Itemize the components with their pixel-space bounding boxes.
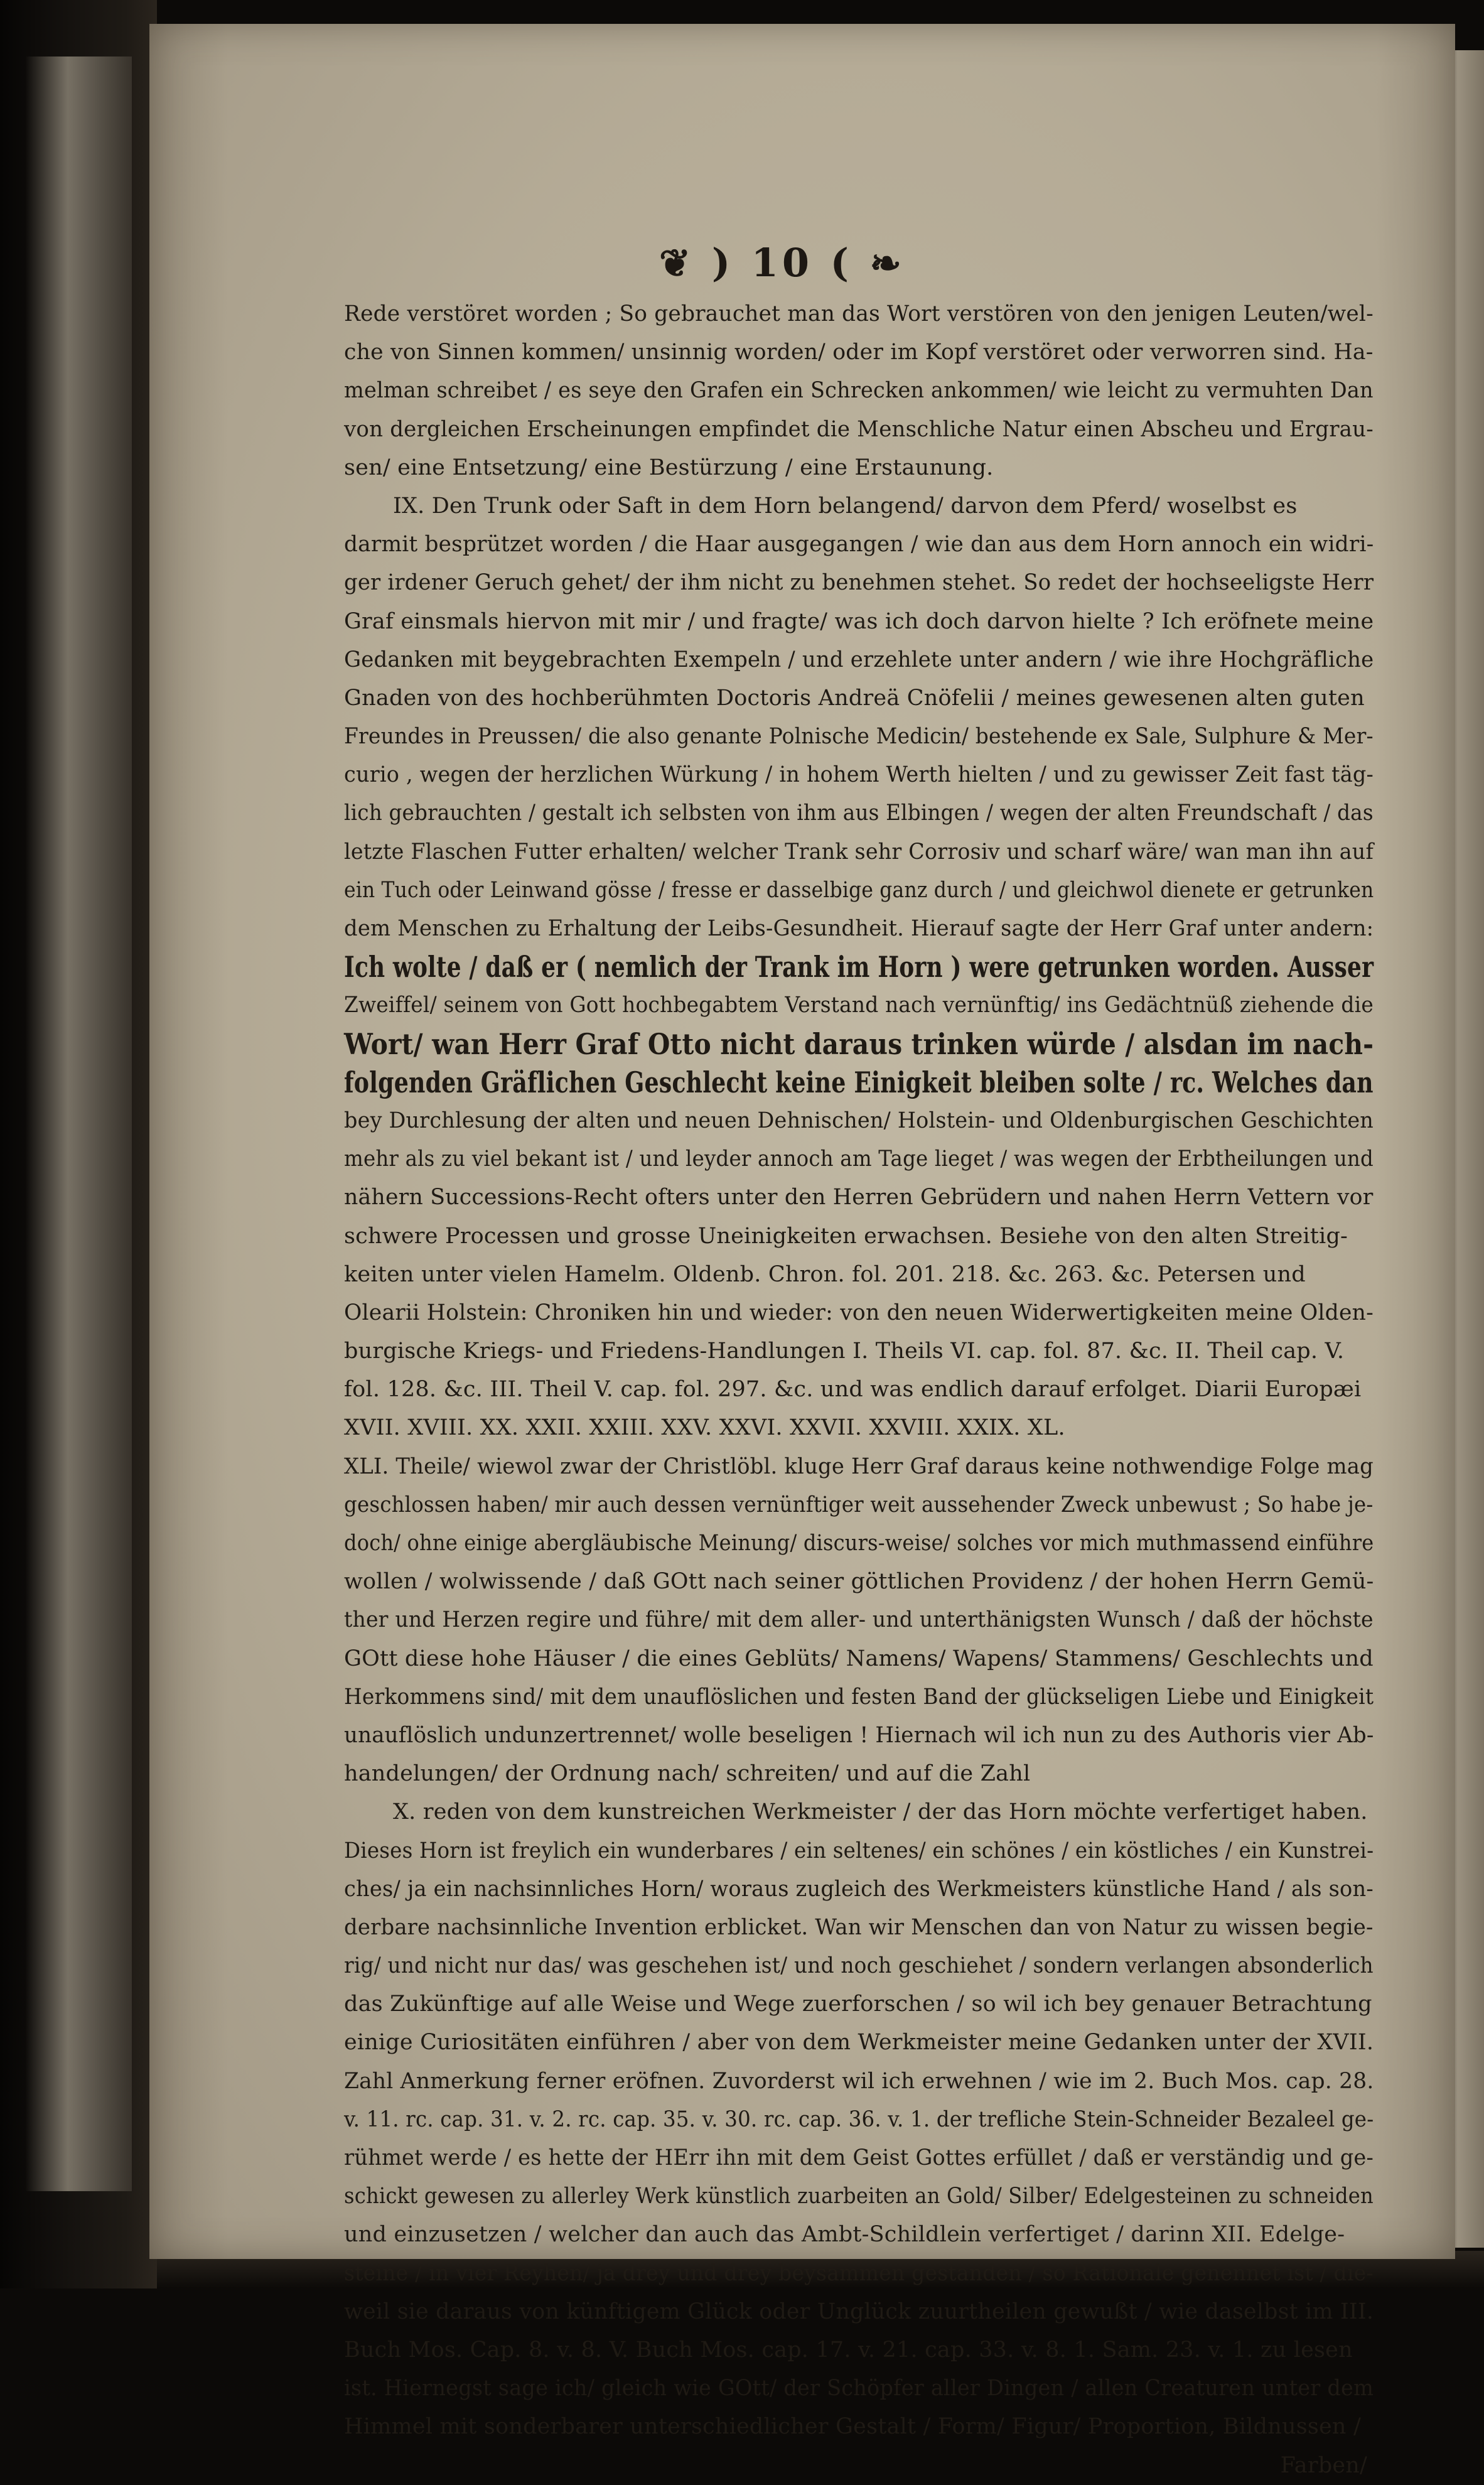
- text-line: Zahl Anmerkung ferner eröfnen. Zuvorderst wil ich erwehnen / wie im 2. Buch Mos. cap. 28.: [344, 2068, 1374, 2094]
- book-binding: [0, 0, 157, 2288]
- text-line: burgische Kriegs- und Friedens-Handlungen I. Theils VI. cap. fol. 87. &c. II. Theil cap. V.: [344, 1339, 1345, 1364]
- text-line: ein Tuch oder Leinwand gösse / fresse er dasselbige ganz durch / und gleichwol dienete er getrunken: [344, 877, 1374, 903]
- text-line: handelungen/ der Ordnung nach/ schreiten/ und auf die Zahl: [344, 1761, 1031, 1787]
- text-line: von dergleichen Erscheinungen empfindet die Menschliche Natur einen Abscheu und Ergrau-: [344, 416, 1374, 442]
- text-line: geschlossen haben/ mir auch dessen vernünftiger weit aussehender Zweck unbewust ; So habe je-: [344, 1492, 1374, 1517]
- page-number: ) 10 (: [711, 240, 852, 286]
- text-line: dem Menschen zu Erhaltung der Leibs-Gesundheit. Hierauf sagte der Herr Graf unter andern:: [344, 916, 1374, 941]
- text-line: lich gebrauchten / gestalt ich selbsten von ihm aus Elbingen / wegen der alten Freundschaft / das: [344, 800, 1374, 826]
- text-line: GOtt diese hohe Häuser / die eines Geblüts/ Namens/ Wapens/ Stammens/ Geschlechts und: [344, 1646, 1374, 1671]
- text-line: doch/ ohne einige abergläubische Meinung/ discurs-weise/ solches vor mich muthmassend einführe: [344, 1531, 1374, 1556]
- text-line: rühmet werde / es hette der HErr ihn mit dem Geist Gottes erfüllet / daß er verständig und ge-: [344, 2145, 1374, 2170]
- text-line: Graf einsmals hiervon mit mir / und fragte/ was ich doch darvon hielte ? Ich eröfnete meine: [344, 608, 1374, 634]
- text-line: letzte Flaschen Futter erhalten/ welcher Trank sehr Corrosiv und scharf wäre/ wan man ihn auf: [344, 839, 1374, 865]
- text-line: ist. Hiernegst sage ich/ gleich wie GOtt/ der Schöpfer aller Dingen / allen Creaturen unter dem: [344, 2376, 1374, 2401]
- text-line: Dieses Horn ist freylich ein wunderbares / ein seltenes/ ein schönes / ein köstliches / ein Kunstrei-: [344, 1838, 1374, 1863]
- page-body-text: [344, 295, 1374, 2485]
- ornament-right-icon: ❧: [869, 242, 905, 286]
- text-line: weil sie daraus von künftigem Glück oder Unglück zuurtheilen gewußt / wie daselbst im III.: [344, 2299, 1374, 2324]
- text-line: bey Durchlesung der alten und neuen Dehnischen/ Holstein- und Oldenburgischen Geschichten: [344, 1108, 1374, 1133]
- text-line: darmit besprützet worden / die Haar ausgegangen / wie dan aus dem Horn annoch ein widri-: [344, 532, 1374, 558]
- page-header: [659, 240, 1036, 286]
- text-line: Rede verstöret worden ; So gebrauchet man das Wort verstören von den jenigen Leuten/wel-: [344, 301, 1374, 326]
- text-line: ches/ ja ein nachsinnliches Horn/ woraus zugleich des Werkmeisters künstliche Hand / als son-: [344, 1876, 1374, 1902]
- text-line: v. 11. rc. cap. 31. v. 2. rc. cap. 35. v. 30. rc. cap. 36. v. 1. der trefliche Stein-Schneider Bezaleel ge-: [344, 2106, 1374, 2132]
- torn-paper-remnant: [25, 57, 132, 2191]
- text-line: Freundes in Preussen/ die also genante Polnische Medicin/ bestehende ex Sale, Sulphure & Mer-: [344, 724, 1374, 750]
- text-line: Gedanken mit beygebrachten Exempeln / und erzehlete unter andern / wie ihre Hochgräfliche: [344, 647, 1374, 672]
- text-line: das Zukünftige auf alle Weise und Wege zuerforschen / so wil ich bey genauer Betrachtung: [344, 1992, 1372, 2017]
- emphasized-text-line: Ich wolte / daß er ( nemlich der Trank im Horn ) were getrunken worden. Ausser: [344, 950, 1374, 984]
- text-line: fol. 128. &c. III. Theil V. cap. fol. 297. &c. und was endlich darauf erfolget. Diarii Europæi: [344, 1377, 1362, 1403]
- section-x-heading-line: X. reden von dem kunstreichen Werkmeister / der das Horn möchte verfertiget haben.: [393, 1799, 1368, 1825]
- text-line: Gnaden von des hochberühmten Doctoris Andreä Cnöfelii / meines gewesenen alten guten: [344, 685, 1365, 711]
- emphasized-text-line: Wort/ wan Herr Graf Otto nicht daraus trinken würde / alsdan im nach-: [344, 1027, 1374, 1061]
- text-line: melman schreibet / es seye den Grafen ein Schrecken ankommen/ wie leicht zu vermuhten Dan: [344, 378, 1374, 404]
- ornament-left-icon: ❦: [659, 242, 695, 286]
- text-line: rig/ und nicht nur das/ was geschehen ist/ und noch geschiehet / sondern verlangen absonderlich: [344, 1953, 1374, 1979]
- catchword: Farben/: [1280, 2452, 1367, 2478]
- text-line: Buch Mos. Cap. 8. v. 8. V. Buch Mos. cap. 17. v. 21. cap. 33. v. 8. 1. Sam. 23. v. 1. zu lesen: [344, 2337, 1353, 2363]
- text-line: schwere Processen und grosse Uneinigkeiten erwachsen. Besiehe von den alten Streitig-: [344, 1223, 1348, 1249]
- text-line: ger irdener Geruch gehet/ der ihm nicht zu benehmen stehet. So redet der hochseeligste Herr: [344, 570, 1374, 596]
- text-line: Herkommens sind/ mit dem unauflöslichen und festen Band der glückseligen Liebe und Einigkeit: [344, 1684, 1374, 1710]
- text-line: unauflöslich undunzertrennet/ wolle beseligen ! Hiernach wil ich nun zu des Authoris vier Ab-: [344, 1722, 1374, 1748]
- text-line: sen/ eine Entsetzung/ eine Bestürzung / eine Erstaunung.: [344, 455, 994, 480]
- text-line: ther und Herzen regire und führe/ mit dem aller- und unterthänigsten Wunsch / daß der höchste: [344, 1607, 1374, 1633]
- text-line: wollen / wolwissende / daß GOtt nach seiner göttlichen Providenz / der hohen Herrn Gemü-: [344, 1569, 1374, 1595]
- text-line: steine / in vier Reyhen/ ja drey und drey beysammen gestanden / so Rationale genennet ist / die-: [344, 2260, 1374, 2286]
- text-line: einige Curiositäten einführen / aber von dem Werkmeister meine Gedanken unter der XVII.: [344, 2030, 1374, 2056]
- text-line: che von Sinnen kommen/ unsinnig worden/ oder im Kopf verstöret oder verworren sind. Ha-: [344, 340, 1374, 365]
- text-line: und einzusetzen / welcher dan auch das Ambt-Schildlein verfertiget / darinn XII. Edelge-: [344, 2222, 1345, 2248]
- emphasized-text-line: folgenden Gräflichen Geschlecht keine Einigkeit bleiben solte / rc. Welches dan: [344, 1065, 1374, 1099]
- text-line: nähern Successions-Recht ofters unter den Herren Gebrüdern und nahen Herrn Vettern vor: [344, 1185, 1374, 1210]
- text-line: mehr als zu viel bekant ist / und leyder annoch am Tage lieget / was wegen der Erbtheilungen und: [344, 1146, 1374, 1172]
- text-line: keiten unter vielen Hamelm. Oldenb. Chron. fol. 201. 218. &c. 263. &c. Petersen und: [344, 1261, 1306, 1287]
- text-line: Himmel mit sonderbarer unterschiedlicher Gestalt / Form/ Figur/ Proportion, Bildnussen /: [344, 2414, 1361, 2440]
- text-line: Olearii Holstein: Chroniken hin und wieder: von den neuen Widerwertigkeiten meine Olden-: [344, 1300, 1374, 1325]
- text-line: XLI. Theile/ wiewol zwar der Christlöbl. kluge Herr Graf daraus keine nothwendige Folge mag: [344, 1453, 1374, 1479]
- text-line: XVII. XVIII. XX. XXII. XXIII. XXV. XXVI. XXVII. XXVIII. XXIX. XL.: [344, 1415, 1065, 1441]
- text-line: schickt gewesen zu allerley Werk künstlich zuarbeiten an Gold/ Silber/ Edelgesteinen zu schneiden: [344, 2184, 1374, 2209]
- text-line: curio , wegen der herzlichen Würkung / in hohem Werth hielten / und zu gewisser Zeit fast täg-: [344, 762, 1374, 788]
- text-line: derbare nachsinnliche Invention erblicket. Wan wir Menschen dan von Natur zu wissen begie-: [344, 1914, 1374, 1940]
- section-ix-heading-line: IX. Den Trunk oder Saft in dem Horn belangend/ darvon dem Pferd/ woselbst es: [393, 493, 1298, 519]
- text-line: Zweiffel/ seinem von Gott hochbegabtem Verstand nach vernünftig/ ins Gedächtnüß ziehende die: [344, 993, 1374, 1018]
